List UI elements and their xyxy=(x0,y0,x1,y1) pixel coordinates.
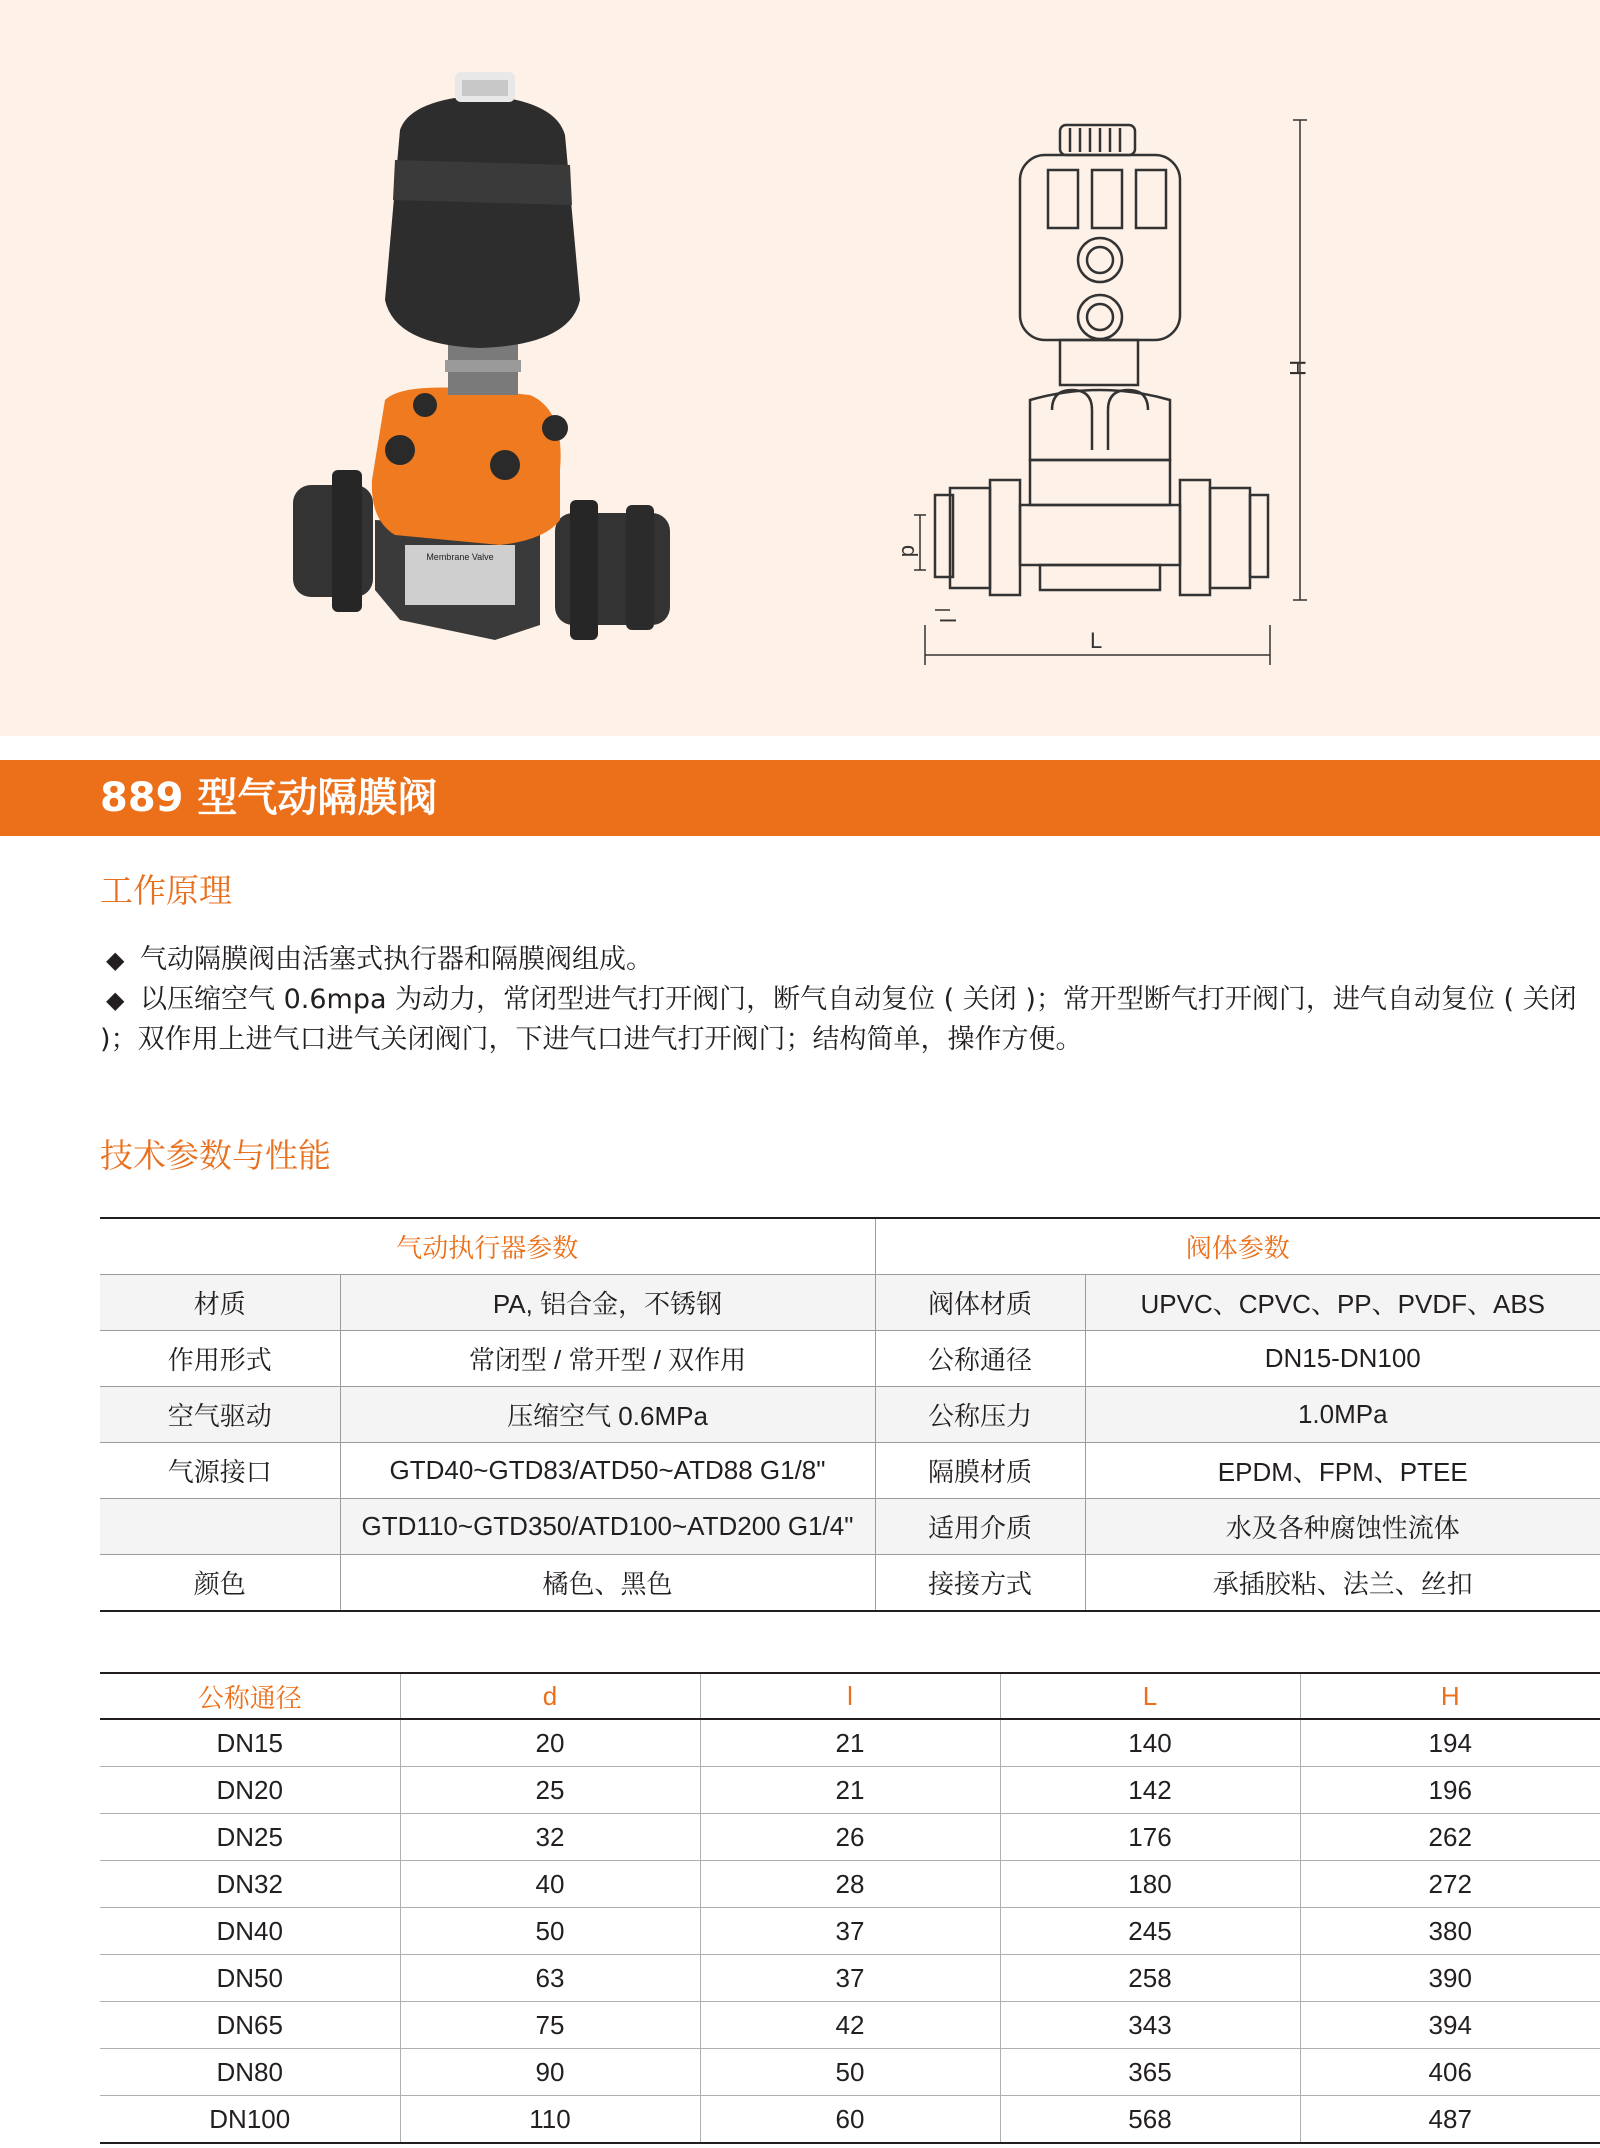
dim-value: 568 xyxy=(1000,2096,1300,2144)
spec-value: GTD40~GTD83/ATD50~ATD88 G1/8" xyxy=(340,1443,875,1499)
dim-value: 390 xyxy=(1300,1955,1600,2002)
dim-header: l xyxy=(700,1673,1000,1719)
dimensions-row xyxy=(100,1861,1600,1908)
dim-value: 21 xyxy=(700,1719,1000,1767)
dimensions-table xyxy=(100,1672,1600,2144)
spec-value: 橘色、黑色 xyxy=(340,1555,875,1612)
product-title: 889 型气动隔膜阀 xyxy=(100,775,438,821)
specs-heading: 技术参数与性能 xyxy=(100,1136,331,1175)
product-hero xyxy=(0,0,1600,736)
spec-key: 气源接口 xyxy=(100,1443,340,1499)
specs-row xyxy=(100,1499,1600,1555)
dim-value: 40 xyxy=(400,1861,700,1908)
bullet-diamond-icon: ◆ xyxy=(106,986,125,1014)
dim-nominal-size: DN65 xyxy=(100,2002,400,2049)
dim-nominal-size: DN15 xyxy=(100,1719,400,1767)
dim-nominal-size: DN50 xyxy=(100,1955,400,2002)
title-banner xyxy=(0,760,1600,836)
spec-value: PA, 铝合金，不锈钢 xyxy=(340,1275,875,1331)
dim-value: 37 xyxy=(700,1955,1000,2002)
dim-label-l: l xyxy=(935,618,960,623)
valve-technical-drawing xyxy=(914,120,1307,665)
dim-nominal-size: DN80 xyxy=(100,2049,400,2096)
principle-item-text: 以压缩空气 0.6mpa 为动力，常闭型进气打开阀门，断气自动复位 ( 关闭 )；常开型断气打开阀门，进气自动复位 ( 关闭 )；双作用上进气口进气关闭阀门，下进气口进气打开阀门；结构简单，操作方便。 xyxy=(100,984,1577,1055)
specs-header-row xyxy=(100,1218,1600,1275)
dim-value: 272 xyxy=(1300,1861,1600,1908)
dim-value: 194 xyxy=(1300,1719,1600,1767)
product-illustrations xyxy=(0,0,1600,736)
dim-value: 26 xyxy=(700,1814,1000,1861)
dimensions-row xyxy=(100,1814,1600,1861)
dim-value: 365 xyxy=(1000,2049,1300,2096)
spec-key: 隔膜材质 xyxy=(875,1443,1085,1499)
spec-key: 适用介质 xyxy=(875,1499,1085,1555)
spec-key: 空气驱动 xyxy=(100,1387,340,1443)
spec-value: GTD110~GTD350/ATD100~ATD200 G1/4" xyxy=(340,1499,875,1555)
dim-value: 406 xyxy=(1300,2049,1600,2096)
spec-value: 1.0MPa xyxy=(1085,1387,1600,1443)
specs-row xyxy=(100,1275,1600,1331)
bullet-diamond-icon: ◆ xyxy=(106,946,125,974)
dimensions-row xyxy=(100,1955,1600,2002)
dim-header: 公称通径 xyxy=(100,1673,400,1719)
spec-key: 材质 xyxy=(100,1275,340,1331)
dim-header: H xyxy=(1300,1673,1600,1719)
spec-value: DN15-DN100 xyxy=(1085,1331,1600,1387)
dim-value: 180 xyxy=(1000,1861,1300,1908)
dim-value: 140 xyxy=(1000,1719,1300,1767)
principle-item xyxy=(100,980,1600,1060)
specs-row xyxy=(100,1443,1600,1499)
dim-value: 394 xyxy=(1300,2002,1600,2049)
dim-value: 258 xyxy=(1000,1955,1300,2002)
dim-nominal-size: DN20 xyxy=(100,1767,400,1814)
dimensions-row xyxy=(100,2096,1600,2144)
dim-nominal-size: DN32 xyxy=(100,1861,400,1908)
dim-value: 343 xyxy=(1000,2002,1300,2049)
spec-key: 颜色 xyxy=(100,1555,340,1612)
principle-item xyxy=(100,940,1600,980)
specs-row xyxy=(100,1555,1600,1612)
specs-row xyxy=(100,1387,1600,1443)
dim-nominal-size: DN40 xyxy=(100,1908,400,1955)
spec-value: 水及各种腐蚀性流体 xyxy=(1085,1499,1600,1555)
dim-value: 262 xyxy=(1300,1814,1600,1861)
principle-item-text: 气动隔膜阀由活塞式执行器和隔膜阀组成。 xyxy=(140,944,653,975)
dimensions-row xyxy=(100,2002,1600,2049)
principle-text xyxy=(100,940,1600,1060)
dimensions-header-row xyxy=(100,1673,1600,1719)
dim-value: 487 xyxy=(1300,2096,1600,2144)
dim-value: 75 xyxy=(400,2002,700,2049)
specs-table xyxy=(100,1217,1600,1612)
principle-heading: 工作原理 xyxy=(100,871,232,910)
spec-key: 接接方式 xyxy=(875,1555,1085,1612)
nameplate-text: Membrane Valve xyxy=(426,552,494,562)
spec-value: EPDM、FPM、PTEE xyxy=(1085,1443,1600,1499)
dim-value: 21 xyxy=(700,1767,1000,1814)
dim-value: 28 xyxy=(700,1861,1000,1908)
dim-value: 196 xyxy=(1300,1767,1600,1814)
specs-group-actuator: 气动执行器参数 xyxy=(100,1218,875,1275)
specs-group-body: 阀体参数 xyxy=(875,1218,1600,1275)
spec-key: 公称通径 xyxy=(875,1331,1085,1387)
dimensions-body xyxy=(100,1719,1600,2143)
dim-nominal-size: DN100 xyxy=(100,2096,400,2144)
dim-value: 60 xyxy=(700,2096,1000,2144)
valve-photo xyxy=(293,72,670,640)
dim-value: 32 xyxy=(400,1814,700,1861)
spec-key xyxy=(100,1499,340,1555)
dim-value: 42 xyxy=(700,2002,1000,2049)
dim-value: 110 xyxy=(400,2096,700,2144)
spec-value: UPVC、CPVC、PP、PVDF、ABS xyxy=(1085,1275,1600,1331)
spec-key: 公称压力 xyxy=(875,1387,1085,1443)
dimensions-row xyxy=(100,1767,1600,1814)
dim-value: 90 xyxy=(400,2049,700,2096)
specs-row xyxy=(100,1331,1600,1387)
dim-value: 380 xyxy=(1300,1908,1600,1955)
spec-value: 常闭型 / 常开型 / 双作用 xyxy=(340,1331,875,1387)
dimensions-row xyxy=(100,1719,1600,1767)
spec-value: 压缩空气 0.6MPa xyxy=(340,1387,875,1443)
dim-label-H: H xyxy=(1285,360,1310,376)
dim-value: 176 xyxy=(1000,1814,1300,1861)
dim-value: 37 xyxy=(700,1908,1000,1955)
dim-value: 63 xyxy=(400,1955,700,2002)
dim-value: 245 xyxy=(1000,1908,1300,1955)
dimensions-row xyxy=(100,1908,1600,1955)
dim-label-d: d xyxy=(897,545,922,558)
dim-header: L xyxy=(1000,1673,1300,1719)
dim-label-L: L xyxy=(1090,628,1103,653)
spec-value: 承插胶粘、法兰、丝扣 xyxy=(1085,1555,1600,1612)
spec-key: 作用形式 xyxy=(100,1331,340,1387)
dim-value: 142 xyxy=(1000,1767,1300,1814)
dimensions-row xyxy=(100,2049,1600,2096)
dim-nominal-size: DN25 xyxy=(100,1814,400,1861)
dim-value: 20 xyxy=(400,1719,700,1767)
dim-value: 50 xyxy=(400,1908,700,1955)
dim-value: 25 xyxy=(400,1767,700,1814)
dim-value: 50 xyxy=(700,2049,1000,2096)
dim-header: d xyxy=(400,1673,700,1719)
spec-key: 阀体材质 xyxy=(875,1275,1085,1331)
